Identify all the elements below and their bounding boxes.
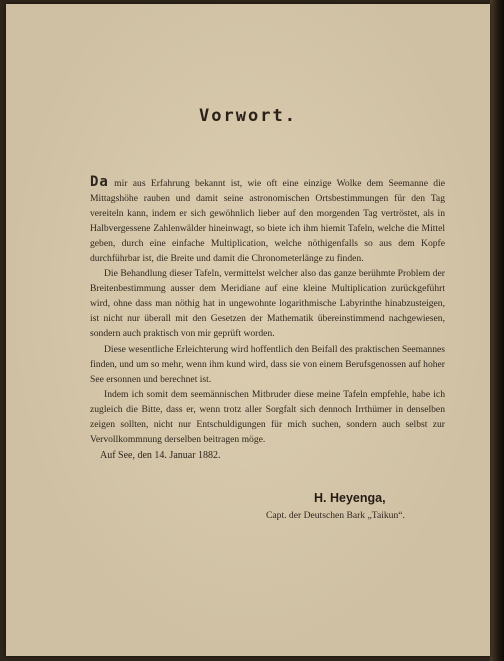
place-date: Auf See, den 14. Januar 1882.: [100, 450, 221, 461]
paragraph-4: Indem ich somit dem seemännischen Mitbruder diese meine Tafeln empfehle, habe ich zugleich die Bitte, dass er, wenn trotz aller Sorgfalt sich dennoch Irrthümer in denselben zeigen sollten, nicht nur Entschuldigungen für mich suchen, sondern auch selbst zur Vervollkommnung derselben beitragen möge.: [90, 388, 445, 445]
signature-role: Capt. der Deutschen Bark „Taikun“.: [266, 510, 405, 521]
paragraph-2: Die Behandlung dieser Tafeln, vermittelst welcher also das ganze berühmte Problem der Breitenbestimmung ausser dem Meridiane auf eine kleine Multiplication zurückgeführt wird, ohne dass man nöthig hat in ungewohnte logarithmische Labyrinthe hinabzusteigen, ist nicht nur überall mit den Gesetzen der Mathematik übereinstimmend nachgewiesen, sondern auch praktisch von mir geprüft worden.: [90, 268, 445, 340]
drop-cap: Da: [90, 174, 109, 190]
paragraph-3: Diese wesentliche Erleichterung wird hoffentlich den Beifall des praktischen Seemannes finden, und um so mehr, wenn ihm kund wird, dass sie von einem Berufsgenossen auf hoher See ersonnen und berechnet ist.: [90, 343, 445, 385]
paragraph-1-text: mir aus Erfahrung bekannt ist, wie oft eine einzige Wolke dem Seemanne die Mittagshöhe rauben und damit seine astronomischen Ortsbestimmungen für den Tag vereiteln kann, indem er sich gewöhnlich lieber auf den morgenden Tag vertröstet, als in Halbvergessene Zahlenwälder hineinwagt, so biete ich ihm hiemit Tafeln, welche die Mittel geben, durch eine einfache Multiplication, welche nöthigenfalls so aus dem Kopfe durchführbar ist, die Breite und damit die Chronometerlänge zu finden.: [90, 178, 445, 265]
body-text: [90, 176, 445, 447]
paragraph-1: [90, 176, 445, 266]
page-title: Vorwort.: [199, 106, 297, 126]
document-page: [6, 4, 490, 656]
signature-name: H. Heyenga,: [314, 491, 386, 505]
book-edge: [490, 0, 504, 661]
